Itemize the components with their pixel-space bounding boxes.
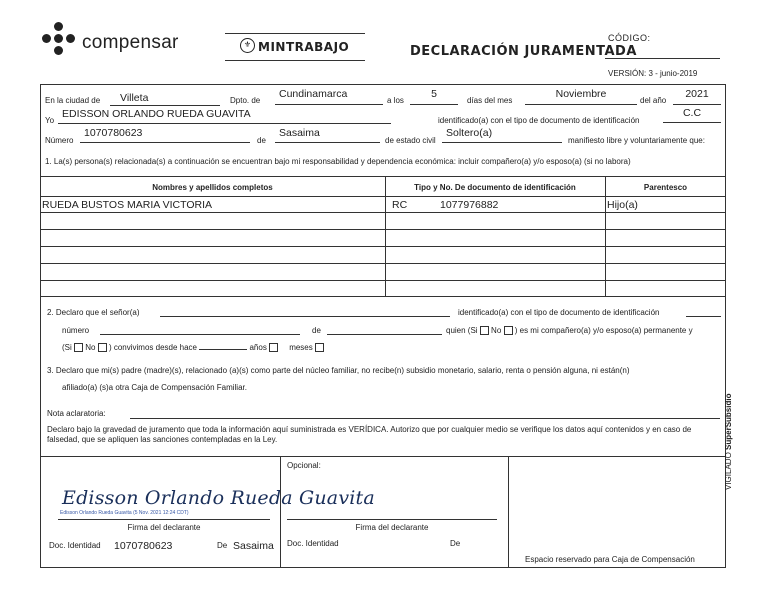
shield-icon: ⚜ — [240, 38, 255, 53]
companero-text: ) es mi compañero(a) y/o esposo(a) permanente y — [514, 326, 693, 335]
table-row-nombre[interactable]: RUEDA BUSTOS MARIA VICTORIA — [42, 199, 212, 211]
vigilado-label: VIGILADO — [724, 452, 733, 490]
divider — [225, 33, 365, 34]
mes-field[interactable]: Noviembre — [525, 88, 637, 105]
col-header-nombres: Nombres y apellidos completos — [152, 183, 273, 192]
reservado-label: Espacio reservado para Caja de Compensación — [525, 555, 695, 564]
codigo-label: CÓDIGO: — [608, 33, 651, 43]
item-2-numero-label: número — [62, 326, 90, 335]
opcional-label: Opcional: — [287, 461, 321, 470]
item-3-text: 3. Declaro que mi(s) padre (madre)(s), relacionado (a)(s) como parte del núcleo familiar, no recibe(n) subsidio monetario, salario, renta o pensión alguna, ni están(n) — [47, 366, 630, 375]
yo-label: Yo — [45, 116, 55, 125]
table-row-numero[interactable]: 1077976882 — [440, 199, 499, 211]
numero-field[interactable]: 1070780623 — [80, 127, 250, 143]
anio-field[interactable]: 2021 — [673, 88, 721, 105]
convive-si-checkbox[interactable] — [74, 343, 83, 352]
optional-signature-line[interactable] — [287, 519, 497, 520]
dias-label: días del mes — [467, 96, 513, 105]
senor-de-field[interactable] — [327, 334, 442, 335]
numero-label: Número — [45, 136, 74, 145]
codigo-field[interactable] — [605, 58, 720, 59]
nota-label: Nota aclaratoria: — [47, 409, 106, 418]
divider — [225, 60, 365, 61]
anios-box[interactable] — [269, 343, 278, 352]
ciudad-field[interactable]: Villeta — [110, 92, 220, 106]
quien-no-label: No — [491, 326, 502, 335]
compensar-logo-mark — [42, 22, 76, 56]
convive-no-label: No — [85, 343, 96, 352]
item-1-text: 1. La(s) persona(s) relacionada(s) a continuación se encuentran bajo mi responsabilidad y dependencia económica: incluir compañero(a) y/o esposo(a) (si no labora) — [45, 157, 631, 166]
senor-numero-field[interactable] — [100, 334, 300, 335]
meses-label: meses — [289, 343, 313, 352]
anios-label: años — [249, 343, 267, 352]
convive-no-checkbox[interactable] — [98, 343, 107, 352]
table-row-parentesco[interactable]: Hijo(a) — [607, 199, 638, 211]
tipo-doc-label: identificado(a) con el tipo de documento de identificación — [438, 116, 640, 125]
brand-name: compensar — [82, 32, 179, 53]
estado-civil-label: de estado civil — [385, 136, 436, 145]
nombre-field[interactable]: EDISSON ORLANDO RUEDA GUAVITA — [58, 108, 391, 124]
estado-civil-field[interactable]: Soltero(a) — [442, 127, 562, 143]
doc-identidad-field[interactable]: 1070780623 — [114, 540, 173, 552]
ministry-name: MINTRABAJO — [258, 40, 350, 54]
meses-box[interactable] — [315, 343, 324, 352]
col-header-documento: Tipo y No. De documento de identificación — [414, 183, 576, 192]
de-opcional-label: De — [450, 539, 461, 548]
senor-tipo-field[interactable] — [686, 316, 721, 317]
juramento-text: Declaro bajo la gravedad de juramento que toda la información aquí suministrada es VERÍDICA. Autorizo que por cualquier medio se verifique los datos aquí contenidos y en caso de falsedad, que se apliquen las sanciones contempladas en la Ley. — [47, 425, 692, 444]
dia-field[interactable]: 5 — [410, 88, 458, 105]
de-label-firma: De — [217, 541, 228, 550]
item-3-text-2: afiliado(a) (s)a otra Caja de Compensación Familiar. — [62, 383, 247, 392]
signature-line — [58, 519, 270, 520]
side-banner — [724, 240, 762, 530]
anio-label: del año — [640, 96, 667, 105]
dpto-label: Dpto. de — [230, 96, 261, 105]
table-row-tipo[interactable]: RC — [392, 199, 408, 211]
convivimos-text: ) convivimos desde hace — [108, 343, 197, 352]
item-2-label: 2. Declaro que el señor(a) — [47, 308, 140, 317]
de-field-firma[interactable]: Sasaima — [233, 540, 274, 552]
quien-si-checkbox[interactable] — [480, 326, 489, 335]
firma-label: Firma del declarante — [127, 523, 201, 532]
quien-si-label: quien (Si — [446, 326, 478, 335]
tipo-doc-field[interactable]: C.C — [663, 107, 721, 123]
a-los-label: a los — [387, 96, 404, 105]
nota-field[interactable] — [130, 418, 720, 419]
anios-field[interactable] — [199, 349, 247, 350]
quien-no-checkbox[interactable] — [504, 326, 513, 335]
de-label: de — [257, 136, 266, 145]
manifiesto-text: manifiesto libre y voluntariamente que: — [568, 136, 705, 145]
col-header-parentesco: Parentesco — [643, 183, 688, 192]
page-title: DECLARACIÓN JURAMENTADA — [410, 44, 637, 59]
signature: Edisson Orlando Rueda Guavita — [62, 487, 375, 509]
dpto-field[interactable]: Cundinamarca — [275, 88, 383, 105]
doc-identidad-opcional-label: Doc. Identidad — [287, 539, 339, 548]
firma-label-opcional: Firma del declarante — [355, 523, 429, 532]
convive-si-label: (Si — [62, 343, 72, 352]
doc-identidad-label: Doc. Identidad — [49, 541, 101, 550]
senor-field[interactable] — [160, 316, 450, 317]
item-2-tipo-label: identificado(a) con el tipo de documento de identificación — [458, 308, 660, 317]
item-2-de-label: de — [312, 326, 321, 335]
version-label: VERSIÓN: 3 - junio-2019 — [608, 69, 698, 78]
de-field[interactable]: Sasaima — [275, 127, 380, 143]
signature-stamp: Edisson Orlando Rueda Guavita (5 Nov. 2021 12:24 CDT) — [60, 510, 189, 516]
ciudad-label: En la ciudad de — [45, 96, 101, 105]
supersubsidio-label: SuperSubsidio — [724, 393, 733, 450]
